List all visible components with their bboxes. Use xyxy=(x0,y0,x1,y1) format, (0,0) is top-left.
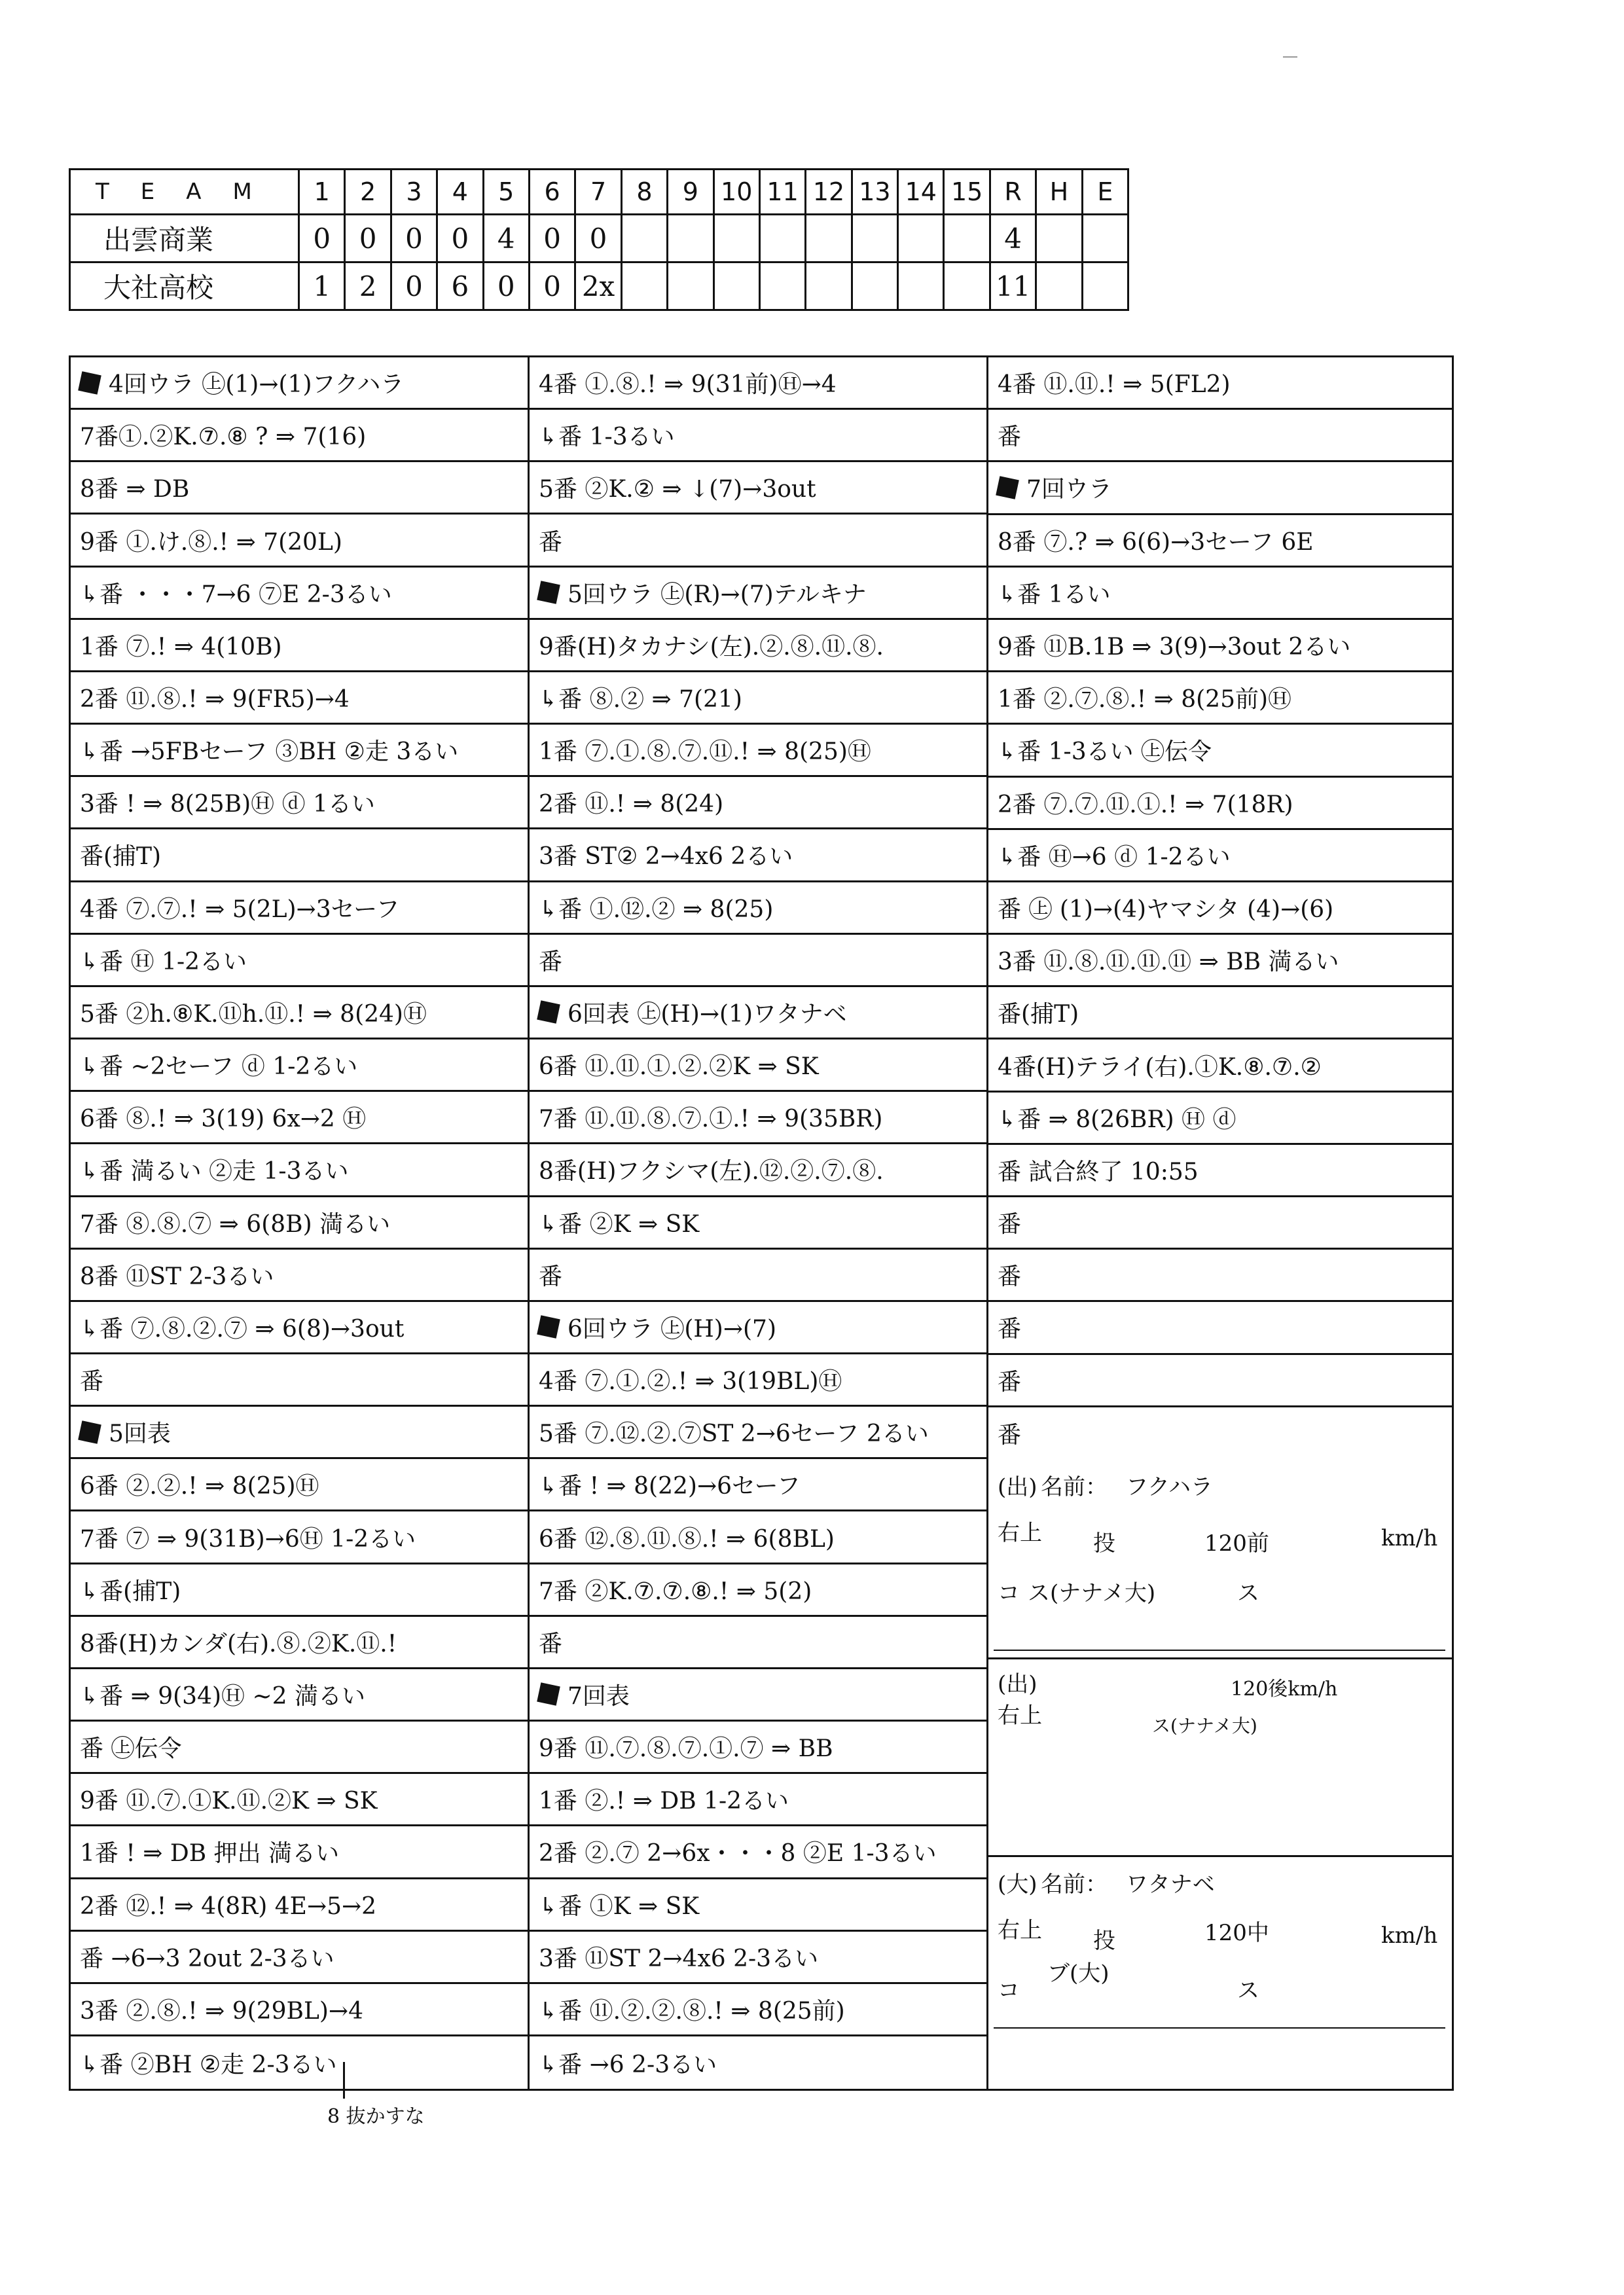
play-text: 4番 ①.⑧.! ⇒ 9(31前)Ⓗ→4 xyxy=(539,371,837,399)
play-text: 7回表 xyxy=(568,1682,630,1710)
play-text: ↳番 ⑦.⑧.②.⑦ ⇒ 6(8)→3out xyxy=(80,1315,405,1343)
inning-score xyxy=(621,215,667,262)
play-row xyxy=(530,1511,986,1564)
inning-header: 1 xyxy=(299,170,345,215)
play-row xyxy=(71,672,528,725)
play-text: ↳番 1-3るい ㊤伝令 xyxy=(998,738,1212,766)
play-text: 6回表 ㊤(H)→(1)ワタナベ xyxy=(568,1000,847,1028)
play-text: 4番(H)テライ(右).①K.⑧.⑦.② xyxy=(998,1053,1322,1081)
play-text: 6番 ⑪.⑪.①.②.②K ⇒ SK xyxy=(539,1053,819,1081)
play-text: 8番 ⑦.? ⇒ 6(6)→3セーフ 6E xyxy=(998,528,1314,556)
play-row xyxy=(988,1302,1452,1354)
play-text: 番 xyxy=(539,1630,563,1657)
scribble-mark xyxy=(996,476,1019,499)
play-text: 番 ㊤伝令 xyxy=(80,1735,182,1763)
play-text: 5番 ⑦.⑫.②.⑦ST 2→6セーフ 2るい xyxy=(539,1420,929,1448)
play-row xyxy=(988,987,1452,1039)
play-row xyxy=(71,1826,528,1879)
pitcher-rule xyxy=(994,1650,1445,1651)
play-text: 4番 ⑪.⑪.! ⇒ 5(FL2) xyxy=(998,371,1231,399)
team-header: TEAM xyxy=(70,170,299,215)
play-row xyxy=(530,1826,986,1879)
pitcher-hand: 右上 xyxy=(998,1702,1043,1729)
play-text: 5回ウラ ㊤(R)→(7)テルキナ xyxy=(568,581,867,608)
play-row xyxy=(71,1144,528,1197)
play-row xyxy=(988,1039,1452,1092)
inning-score xyxy=(759,262,805,310)
play-text: 7番 ⑪.⑪.⑧.⑦.①.! ⇒ 9(35BR) xyxy=(539,1106,883,1133)
play-row xyxy=(530,882,986,935)
inning-header: 6 xyxy=(529,170,575,215)
play-text: 2番 ⑪.! ⇒ 8(24) xyxy=(539,791,724,818)
play-text: ↳番 ①K ⇒ SK xyxy=(539,1892,700,1920)
inning-header-row xyxy=(988,462,1452,515)
play-row xyxy=(71,829,528,882)
pitch-label: 投 xyxy=(1093,1927,1116,1954)
play-row xyxy=(988,1250,1452,1302)
play-text: 6番 ②.②.! ⇒ 8(25)Ⓗ xyxy=(80,1473,319,1500)
play-text: 3番 ! ⇒ 8(25B)Ⓗ ⓓ 1るい xyxy=(80,791,375,818)
play-text: 9番 ⑪.⑦.①K.⑪.②K ⇒ SK xyxy=(80,1788,378,1815)
inning-score xyxy=(668,215,713,262)
footnote: 8 抜かすな xyxy=(327,2105,425,2128)
inning-header: 2 xyxy=(345,170,391,215)
play-text: 1番 ②.⑦.⑧.! ⇒ 8(25前)Ⓗ xyxy=(998,686,1292,714)
line-score-row xyxy=(70,215,1128,262)
play-row xyxy=(71,725,528,777)
play-text: 番 xyxy=(998,1316,1022,1343)
play-text: 3番 ⑪ST 2→4x6 2-3るい xyxy=(539,1945,819,1972)
pitcher-block xyxy=(988,1855,1452,2053)
play-row xyxy=(988,1145,1452,1197)
line-score-header xyxy=(70,170,1128,215)
inning-score: 0 xyxy=(575,215,621,262)
pitcher-team: (大) xyxy=(998,1871,1038,1898)
play-text: 1番 ⑦.①.⑧.⑦.⑪.! ⇒ 8(25)Ⓗ xyxy=(539,738,871,766)
play-row xyxy=(530,1984,986,2036)
play-text: 9番 ⑪B.1B ⇒ 3(9)→3out 2るい xyxy=(998,634,1351,661)
pitcher-rule xyxy=(994,2027,1445,2029)
play-text: ↳番 ①.⑫.② ⇒ 8(25) xyxy=(539,895,774,923)
runs-total: 11 xyxy=(990,262,1036,310)
inning-header-row xyxy=(71,357,528,410)
play-row xyxy=(530,725,986,777)
inning-score xyxy=(759,215,805,262)
pitcher-speed: 120中 xyxy=(1204,1919,1269,1946)
play-row xyxy=(988,568,1452,620)
inning-header: 11 xyxy=(759,170,805,215)
play-row xyxy=(530,1774,986,1826)
inning-score xyxy=(944,262,990,310)
play-row xyxy=(71,1302,528,1354)
play-text: 5番 ②K.② ⇒ ↓(7)→3out xyxy=(539,476,816,503)
play-row xyxy=(530,620,986,672)
play-log-column-1 xyxy=(71,357,530,2089)
play-row xyxy=(71,568,528,620)
play-text: 4番 ⑦.①.②.! ⇒ 3(19BL)Ⓗ xyxy=(539,1368,842,1396)
play-row xyxy=(530,1722,986,1774)
play-row xyxy=(530,1092,986,1144)
course-label: コ xyxy=(998,1977,1020,2004)
inning-header-row xyxy=(530,987,986,1039)
inning-score: 0 xyxy=(529,262,575,310)
hits-total xyxy=(1036,262,1082,310)
pitcher-box xyxy=(988,1460,1452,2089)
play-text: 7番①.②K.⑦.⑧ ? ⇒ 7(16) xyxy=(80,424,367,451)
inning-score: 0 xyxy=(437,215,483,262)
play-text: ↳番 ⇒ 8(26BR) Ⓗ ⓓ xyxy=(998,1106,1236,1133)
corner-mark xyxy=(1283,56,1297,58)
play-row xyxy=(71,1879,528,1932)
play-row xyxy=(71,882,528,935)
runs-total: 4 xyxy=(990,215,1036,262)
play-text: 2番 ②.⑦ 2→6x・・・8 ②E 1-3るい xyxy=(539,1840,937,1868)
runs-header: R xyxy=(990,170,1036,215)
play-row xyxy=(988,778,1452,830)
play-row xyxy=(530,1564,986,1617)
inning-score xyxy=(713,262,759,310)
play-row xyxy=(988,357,1452,410)
inning-score: 2x xyxy=(575,262,621,310)
play-row xyxy=(530,1879,986,1932)
play-row xyxy=(988,1197,1452,1250)
play-text: ↳番 満るい ②走 1-3るい xyxy=(80,1158,349,1185)
pitcher-course: ス(ナナメ大) xyxy=(1028,1580,1156,1606)
pitcher-team: (出) xyxy=(998,1473,1038,1500)
play-text: 8番(H)フクシマ(左).⑫.②.⑦.⑧. xyxy=(539,1158,884,1185)
inning-score: 0 xyxy=(345,215,391,262)
play-row xyxy=(530,1617,986,1669)
play-text: 8番 ⇒ DB xyxy=(80,476,190,503)
play-row xyxy=(530,1250,986,1302)
inning-header: 4 xyxy=(437,170,483,215)
pitcher-block xyxy=(988,1460,1452,1657)
pitcher-course: ス(ナナメ大) xyxy=(1152,1714,1257,1737)
pitcher-speed: 120後km/h xyxy=(1231,1677,1338,1701)
hits-header: H xyxy=(1036,170,1082,215)
play-row xyxy=(530,672,986,725)
play-row xyxy=(530,1459,986,1511)
inning-score xyxy=(668,262,713,310)
play-row xyxy=(988,1093,1452,1145)
inning-score xyxy=(806,215,852,262)
inning-score xyxy=(852,215,897,262)
s-label: ス xyxy=(1237,1580,1260,1606)
team-name: 出雲商業 xyxy=(70,215,299,262)
play-text: 8番 ⑪ST 2-3るい xyxy=(80,1263,274,1290)
inning-header-row xyxy=(71,1407,528,1459)
play-text: ↳番 ②K ⇒ SK xyxy=(539,1210,700,1238)
play-text: 2番 ⑪.⑧.! ⇒ 9(FR5)→4 xyxy=(80,686,350,714)
play-text: ↳番 Ⓗ→6 ⓓ 1-2るい xyxy=(998,843,1231,871)
play-text: 2番 ⑫.! ⇒ 4(8R) 4E→5→2 xyxy=(80,1892,377,1920)
play-text: 2番 ⑦.⑦.⑪.①.! ⇒ 7(18R) xyxy=(998,791,1293,818)
play-row xyxy=(530,2036,986,2089)
play-row xyxy=(530,357,986,410)
hits-total xyxy=(1036,215,1082,262)
play-text: ↳番 →6 2-3るい xyxy=(539,2051,717,2078)
play-row xyxy=(988,620,1452,672)
play-row xyxy=(530,462,986,515)
inning-header: 12 xyxy=(806,170,852,215)
play-text: 5回表 xyxy=(109,1420,171,1448)
play-text: 番(捕T) xyxy=(998,1001,1079,1028)
play-row xyxy=(530,829,986,882)
play-text: 番 →6→3 2out 2-3るい xyxy=(80,1945,334,1972)
play-row xyxy=(530,1407,986,1459)
play-row xyxy=(71,1039,528,1092)
play-text: 7回ウラ xyxy=(1026,476,1112,503)
play-row xyxy=(530,1354,986,1407)
play-text: 番 xyxy=(80,1368,104,1396)
play-text: ↳番 ⑪.②.②.⑧.! ⇒ 8(25前) xyxy=(539,1997,845,2025)
play-row xyxy=(71,1617,528,1669)
inning-header-row xyxy=(530,1302,986,1354)
speed-unit: km/h xyxy=(1381,1525,1438,1551)
play-row xyxy=(988,830,1452,882)
play-text: 1番 ②.! ⇒ DB 1-2るい xyxy=(539,1788,789,1815)
pitcher-name: ワタナベ xyxy=(1126,1871,1215,1898)
play-text: ↳番 ②BH ②走 2-3るい xyxy=(80,2051,337,2078)
play-row xyxy=(530,935,986,987)
play-text: 番(捕T) xyxy=(80,843,162,871)
speed-unit: km/h xyxy=(1381,1922,1438,1949)
play-row xyxy=(530,777,986,829)
play-text: ↳番 1るい xyxy=(998,581,1111,608)
play-text: 9番 ⑪.⑦.⑧.⑦.①.⑦ ⇒ BB xyxy=(539,1735,833,1763)
pitcher-hand: 右上 xyxy=(998,1519,1043,1546)
scribble-mark xyxy=(537,1683,560,1707)
play-row xyxy=(71,2036,528,2089)
play-row xyxy=(71,1722,528,1774)
inning-score: 0 xyxy=(483,262,529,310)
play-row xyxy=(988,515,1452,568)
play-text: 3番 ST② 2→4x6 2るい xyxy=(539,843,793,871)
play-text: 6回ウラ ㊤(H)→(7) xyxy=(568,1315,777,1343)
play-row xyxy=(988,882,1452,935)
inning-score: 0 xyxy=(391,262,437,310)
play-text: ↳番 1-3るい xyxy=(539,424,675,451)
play-row xyxy=(71,777,528,829)
play-row xyxy=(71,987,528,1039)
inning-score: 0 xyxy=(529,215,575,262)
pitcher-block xyxy=(988,1657,1452,1855)
play-row xyxy=(71,1564,528,1617)
inning-score xyxy=(898,262,944,310)
play-row xyxy=(71,1511,528,1564)
play-row xyxy=(530,1932,986,1984)
play-row xyxy=(71,620,528,672)
play-text: 番 xyxy=(539,528,563,556)
play-row xyxy=(71,1459,528,1511)
play-row xyxy=(530,1144,986,1197)
pitcher-course: ブ(大) xyxy=(1047,1960,1110,1987)
play-text: ↳番 →5FBセーフ ③BH ②走 3るい xyxy=(80,738,459,766)
play-text: ↳番 ! ⇒ 8(22)→6セーフ xyxy=(539,1473,801,1500)
inning-score: 4 xyxy=(483,215,529,262)
play-text: 番 試合終了 10:55 xyxy=(998,1158,1199,1185)
team-name: 大社高校 xyxy=(70,262,299,310)
inning-score: 1 xyxy=(299,262,345,310)
play-row xyxy=(71,935,528,987)
play-row xyxy=(530,515,986,567)
play-row xyxy=(988,1355,1452,1407)
pitcher-name-label: 名前： xyxy=(1041,1473,1108,1500)
play-text: 番 xyxy=(539,1263,563,1290)
play-log xyxy=(69,355,1454,2091)
play-text: 6番 ⑧.! ⇒ 3(19) 6x→2 Ⓗ xyxy=(80,1106,367,1133)
pitcher-name-label: 名前： xyxy=(1041,1871,1108,1898)
play-text: ↳番 ~2セーフ ⓓ 1-2るい xyxy=(80,1053,358,1081)
scribble-mark xyxy=(537,1001,560,1024)
play-text: 1番 ! ⇒ DB 押出 満るい xyxy=(80,1840,340,1868)
play-row xyxy=(530,1197,986,1250)
play-row xyxy=(71,410,528,462)
play-text: 4番 ⑦.⑦.! ⇒ 5(2L)→3セーフ xyxy=(80,895,400,923)
pitcher-team: (出) xyxy=(998,1671,1038,1697)
inning-header-row xyxy=(530,1669,986,1722)
scribble-mark xyxy=(78,371,101,395)
pitcher-name: フクハラ xyxy=(1126,1473,1213,1500)
play-text: 7番 ②K.⑦.⑦.⑧.! ⇒ 5(2) xyxy=(539,1578,812,1605)
play-text: 3番 ②.⑧.! ⇒ 9(29BL)→4 xyxy=(80,1997,363,2025)
scribble-mark xyxy=(78,1420,101,1444)
pitcher-hand: 右上 xyxy=(998,1917,1043,1943)
play-text: 9番 ①.け.⑧.! ⇒ 7(20L) xyxy=(80,528,342,556)
inning-score xyxy=(852,262,897,310)
inning-score xyxy=(806,262,852,310)
play-text: ↳番 Ⓗ 1-2るい xyxy=(80,948,247,975)
inning-header: 9 xyxy=(668,170,713,215)
play-row xyxy=(988,935,1452,987)
inning-header-row xyxy=(530,568,986,620)
play-row xyxy=(71,515,528,567)
play-text: 7番 ⑦ ⇒ 9(31B)→6Ⓗ 1-2るい xyxy=(80,1525,416,1553)
play-row xyxy=(530,1039,986,1092)
play-row xyxy=(71,1774,528,1826)
play-row xyxy=(530,410,986,462)
s-label: ス xyxy=(1237,1977,1260,2004)
play-row xyxy=(71,1354,528,1407)
play-text: 番 xyxy=(998,1422,1022,1449)
inning-header: 15 xyxy=(944,170,990,215)
inning-score: 6 xyxy=(437,262,483,310)
play-log-column-3-rows xyxy=(988,357,1452,1460)
inning-score xyxy=(713,215,759,262)
inning-score xyxy=(944,215,990,262)
play-text: ↳番(捕T) xyxy=(80,1578,181,1605)
inning-score xyxy=(621,262,667,310)
play-text: 9番(H)タカナシ(左).②.⑧.⑪.⑧. xyxy=(539,633,884,660)
pitcher-speed: 120前 xyxy=(1204,1530,1269,1557)
play-log-column-2 xyxy=(530,357,988,2089)
play-row xyxy=(988,725,1452,777)
errors-header: E xyxy=(1082,170,1128,215)
play-text: ↳番 ・・・7→6 ⑦E 2-3るい xyxy=(80,581,392,608)
inning-header: 13 xyxy=(852,170,897,215)
play-row xyxy=(71,1197,528,1250)
course-label: コ xyxy=(998,1580,1020,1606)
play-row xyxy=(71,1984,528,2036)
play-text: 番 xyxy=(998,424,1022,451)
play-row xyxy=(71,1932,528,1984)
play-text: 番 ㊤ (1)→(4)ヤマシタ (4)→(6) xyxy=(998,895,1334,923)
play-text: 7番 ⑧.⑧.⑦ ⇒ 6(8B) 満るい xyxy=(80,1210,391,1238)
play-text: 5番 ②h.⑧K.⑪h.⑪.! ⇒ 8(24)Ⓗ xyxy=(80,1000,427,1028)
play-text: 8番(H)カンダ(右).⑧.②K.⑪.! xyxy=(80,1630,397,1657)
inning-score: 2 xyxy=(345,262,391,310)
errors-total xyxy=(1082,215,1128,262)
play-text: 4回ウラ ㊤(1)→(1)フクハラ xyxy=(109,371,405,399)
play-text: ↳番 ⑧.② ⇒ 7(21) xyxy=(539,686,742,714)
play-text: 番 xyxy=(539,948,563,975)
inning-header: 10 xyxy=(713,170,759,215)
inning-header: 3 xyxy=(391,170,437,215)
play-row xyxy=(988,1407,1452,1460)
play-text: 1番 ⑦.! ⇒ 4(10B) xyxy=(80,633,282,660)
play-row xyxy=(71,1250,528,1302)
play-row xyxy=(988,410,1452,462)
inning-score: 0 xyxy=(299,215,345,262)
play-text: 番 xyxy=(998,1263,1022,1291)
inning-header: 7 xyxy=(575,170,621,215)
inning-header: 5 xyxy=(483,170,529,215)
play-log-column-3 xyxy=(988,357,1452,2089)
inning-score: 0 xyxy=(391,215,437,262)
pitch-label: 投 xyxy=(1093,1530,1116,1557)
play-text: 番 xyxy=(998,1211,1022,1238)
play-text: ↳番 ⇒ 9(34)Ⓗ ~2 満るい xyxy=(80,1682,365,1710)
play-row xyxy=(988,672,1452,725)
annotation-arrow xyxy=(343,2062,345,2099)
scribble-mark xyxy=(537,581,560,604)
inning-score xyxy=(898,215,944,262)
errors-total xyxy=(1082,262,1128,310)
play-text: 6番 ⑫.⑧.⑪.⑧.! ⇒ 6(8BL) xyxy=(539,1525,835,1553)
play-row xyxy=(71,1092,528,1144)
line-score-table xyxy=(69,168,1129,311)
inning-header: 8 xyxy=(621,170,667,215)
play-row xyxy=(71,462,528,515)
scribble-mark xyxy=(537,1316,560,1339)
line-score-row xyxy=(70,262,1128,310)
inning-header: 14 xyxy=(898,170,944,215)
play-text: 番 xyxy=(998,1368,1022,1396)
play-text: 3番 ⑪.⑧.⑪.⑪.⑪ ⇒ BB 満るい xyxy=(998,949,1339,976)
play-row xyxy=(71,1669,528,1722)
